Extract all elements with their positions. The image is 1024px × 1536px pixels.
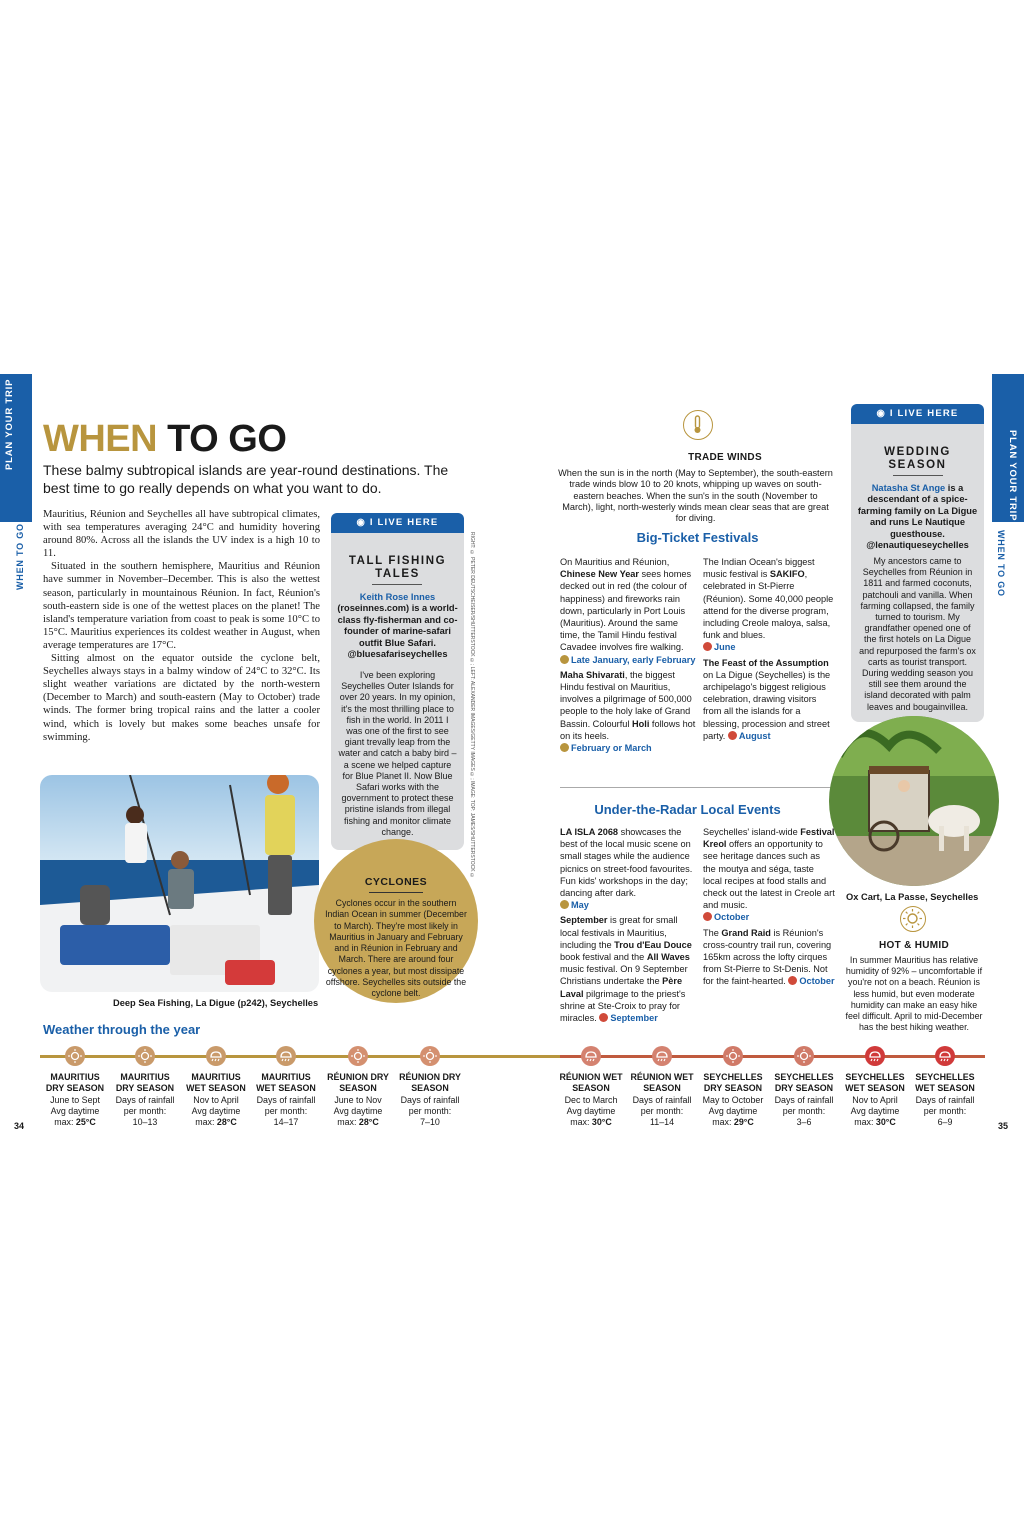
body-text: Mauritius, Réunion and Seychelles all have subtropical climates, with sea temperatures averaging 24°C and humidity hovering around 80%. Across all the islands the UV index is a high 10 to 11. Situated in the southern hemisphere, Mauritius and Réunion have summer in November–December. This is also the wettest season, particularly in mountainous Réunion. In fact, Réunion's south-eastern side is one of the wettest places on the planet! The island's temperature variation from coast to peak is some 10°C to 15°C. Mauritius experiences its coldest weather in August, when average temperatures are 17°C. Sitting almost on the equator outside the cyclone belt, Seychelles always stays in a balmy window of 24°C to 32°C. Its slight weather variations are dictated by the north-western (December to March) and south-eastern (May to October) trade winds. The former bring tropical rains and the latter a cooler wind, which is lovely but makes some beaches unsafe for swimming.	[43, 509, 320, 743]
sun-icon	[560, 900, 569, 909]
ilh-right-title: WEDDING SEASON	[884, 446, 951, 471]
trade-winds-body: When the sun is in the north (May to September), the south-eastern trade winds blow 10 to 20 knots, whipping up waves on south-eastern beaches. When the sun's in the south (November to March), light, north-westerly winds mean clear seas that are great for diving.	[558, 468, 833, 524]
i-live-here-header-left: ◉ I LIVE HERE	[331, 513, 464, 533]
right-section-label: WHEN TO GO	[996, 530, 1006, 597]
under-radar-col1: LA ISLA 2068 showcases the best of the local music scene on small stages while the audience picnics on street-food favourites. Fun kids' workshops in the day; dancing after dark. May September is great for small local festivals in Mauritius, including the Trou d'Eau Douce book festival and the All Waves music festival. On 9 September Christians undertake the Père Laval pilgrimage to the priest's shrine at Ste-Croix to pray for miracles. September	[560, 827, 693, 1024]
weather-item: MAURITIUS WET SEASON Days of rainfall per month: 14–17	[256, 1072, 316, 1128]
sun-icon	[794, 1046, 814, 1066]
sun-icon	[560, 743, 569, 752]
weather-title: Weather through the year	[43, 1022, 201, 1037]
weather-item: RÉUNION WET SEASON Dec to March Avg daytime max: 30°C	[559, 1072, 623, 1128]
photo2-caption: Ox Cart, La Passe, Seychelles	[846, 892, 979, 902]
weather-item: SEYCHELLES WET SEASON Nov to April Avg daytime max: 30°C	[845, 1072, 905, 1128]
ilh-right-body: My ancestors came to Seychelles from Réunion in 1811 and farmed coconuts, patchouli and vanilla. When farming collapsed, the family turned to tourism. My grandfather opened one of the first hotels on La Digue and repurposed the farm's ox carts as tourist transport. During wedding season you still see them around the island decorated with palm leaves and bougainvillea.	[859, 556, 976, 712]
section-divider	[560, 787, 835, 788]
weather-item: RÉUNION DRY SEASON June to Nov Avg daytime max: 28°C	[327, 1072, 389, 1128]
hot-humid-body: In summer Mauritius has relative humidity of 92% – uncomfortable if you're not on a beach. Réunion is less humid, but even moderate humidity can make an easy hike feel difficult. April to mid-December has the best hiking weather.	[845, 955, 983, 1033]
sun-icon	[65, 1046, 85, 1066]
rain-icon	[935, 1046, 955, 1066]
deep-sea-fishing-photo	[40, 775, 319, 992]
weather-item: MAURITIUS WET SEASON Nov to April Avg daytime max: 28°C	[186, 1072, 246, 1128]
big-ticket-col1: On Mauritius and Réunion, Chinese New Year sees homes decked out in red (the colour of happiness) and fireworks rain down, particularly in Port Louis (Mauritius). Around the same time, the Tamil Hindu festival Cavadee involves fire walking. Late January, early February Maha Shivarati, the biggest Hindu festival on Mauritius, involves a pilgrimage of 500,000 people to the holy lake of Grand Bassin. Colourful Holi follows hot on its heels. February or March	[560, 557, 696, 754]
cyclones-circle	[314, 839, 478, 1003]
cyclones-title: CYCLONES	[364, 876, 428, 888]
sun-icon	[135, 1046, 155, 1066]
weather-item: MAURITIUS DRY SEASON June to Sept Avg daytime max: 25°C	[45, 1072, 105, 1128]
left-tab-label: PLAN YOUR TRIP	[4, 378, 15, 470]
big-ticket-title: Big-Ticket Festivals	[636, 530, 759, 545]
page-number-left: 34	[14, 1121, 25, 1131]
under-radar-title: Under-the-Radar Local Events	[594, 802, 781, 817]
trade-winds-title: TRADE WINDS	[688, 452, 762, 463]
sun-icon	[560, 655, 569, 664]
ilh-right-bio: Natasha St Ange is a descendant of a spice-farming family on La Digue and runs Le Nautique guesthouse. @lenautiqueseychelles	[857, 483, 978, 551]
rain-icon	[206, 1046, 226, 1066]
sun-icon	[900, 906, 926, 932]
rain-icon	[599, 1013, 608, 1022]
sun-icon	[348, 1046, 368, 1066]
ilh-right-rule	[893, 475, 943, 476]
ox-cart-photo	[829, 716, 999, 886]
weather-item: SEYCHELLES DRY SEASON Days of rainfall per month: 3–6	[774, 1072, 834, 1128]
ilh-left-rule	[372, 584, 422, 585]
big-ticket-col2: The Indian Ocean's biggest music festival is SAKIFO, celebrated in St-Pierre (Réunion). Some 40,000 people attend for the diverse program, including Creole maloya, salsa, funk and blues. June The Feast of the Assumption on La Digue (Seychelles) is the archipelago's biggest religious celebration, drawing visitors from all the islands for a blessing, procession and street party. August	[703, 557, 834, 741]
fishing-boat-illustration	[40, 775, 319, 992]
page-title: WHEN TO GO	[43, 418, 287, 460]
rain-icon	[703, 912, 712, 921]
left-section-label: WHEN TO GO	[15, 523, 25, 590]
weather-item: SEYCHELLES DRY SEASON May to October Avg daytime max: 29°C	[702, 1072, 764, 1128]
rain-icon	[788, 976, 797, 985]
photo1-caption: Deep Sea Fishing, La Digue (p242), Seychelles	[113, 998, 319, 1008]
cyclones-rule	[369, 892, 423, 893]
ilh-left-title: TALL FISHING TALES	[348, 555, 447, 580]
weather-item: RÉUNION DRY SEASON Days of rainfall per month: 7–10	[399, 1072, 461, 1128]
rain-icon	[865, 1046, 885, 1066]
weather-item: MAURITIUS DRY SEASON Days of rainfall per month: 10–13	[115, 1072, 175, 1128]
rain-icon	[276, 1046, 296, 1066]
thermometer-icon	[683, 410, 713, 440]
sun-icon	[420, 1046, 440, 1066]
under-radar-col2: Seychelles' island-wide Festival Kreol offers an opportunity to see heritage dances such as the moutya and séga, taste local recipes at food stalls and check out the latest in Creole art and music. October The Grand Raid is Réunion's cross-country trail run, covering 165km across the lofty cirques from St-Pierre to St-Denis. Not for the faint-hearted. October	[703, 827, 835, 987]
weather-item: RÉUNION WET SEASON Days of rainfall per month: 11–14	[630, 1072, 694, 1128]
right-tab-label: PLAN YOUR TRIP	[1007, 430, 1018, 522]
ilh-left-body: I've been exploring Seychelles Outer Islands for over 20 years. In my opinion, it's the most thrilling place to fish in the world. In 2011 I was one of the first to see giant trevally leap from the water and catch a baby bird – a scene we helped capture for Blue Planet II. Now Blue Safari works with the government to protect these pristine islands from illegal fishing and monitor climate change.	[338, 670, 457, 837]
page-number-right: 35	[998, 1121, 1009, 1131]
rain-icon	[728, 731, 737, 740]
rain-icon	[703, 642, 712, 651]
weather-timeline-wet	[560, 1055, 985, 1058]
i-live-here-header-right: ◉ I LIVE HERE	[851, 404, 984, 424]
ox-cart-illustration	[829, 716, 999, 886]
intro-text: These balmy subtropical islands are year-round destinations. The best time to go really depends on what you want to do.	[43, 462, 449, 496]
photo-credit: RIGHT: © PETER DEUTSCHEISER/SHUTTERSTOCK ©; LEFT: ALEXANDER IMAGES/GETTY IMAGES ©; IMAGE: TOP: JAMES/SHUTTERSTOCK ©	[469, 532, 475, 879]
hot-humid-title: HOT & HUMID	[879, 940, 949, 951]
ilh-left-bio: Keith Rose Innes (roseinnes.com) is a world-class fly-fisherman and co-founder of marine-safari outfit Blue Safari. @bluesafariseychelles	[337, 592, 458, 660]
cyclones-body: Cyclones occur in the southern Indian Ocean in summer (December to March). They're most likely in Mauritius in January and February and in Réunion in February and March. There are around four cyclones a year, but most dissipate offshore. Seychelles sits outside the cyclone belt.	[325, 898, 467, 999]
sun-icon	[723, 1046, 743, 1066]
rain-icon	[652, 1046, 672, 1066]
weather-item: SEYCHELLES WET SEASON Days of rainfall per month: 6–9	[915, 1072, 975, 1128]
rain-icon	[581, 1046, 601, 1066]
